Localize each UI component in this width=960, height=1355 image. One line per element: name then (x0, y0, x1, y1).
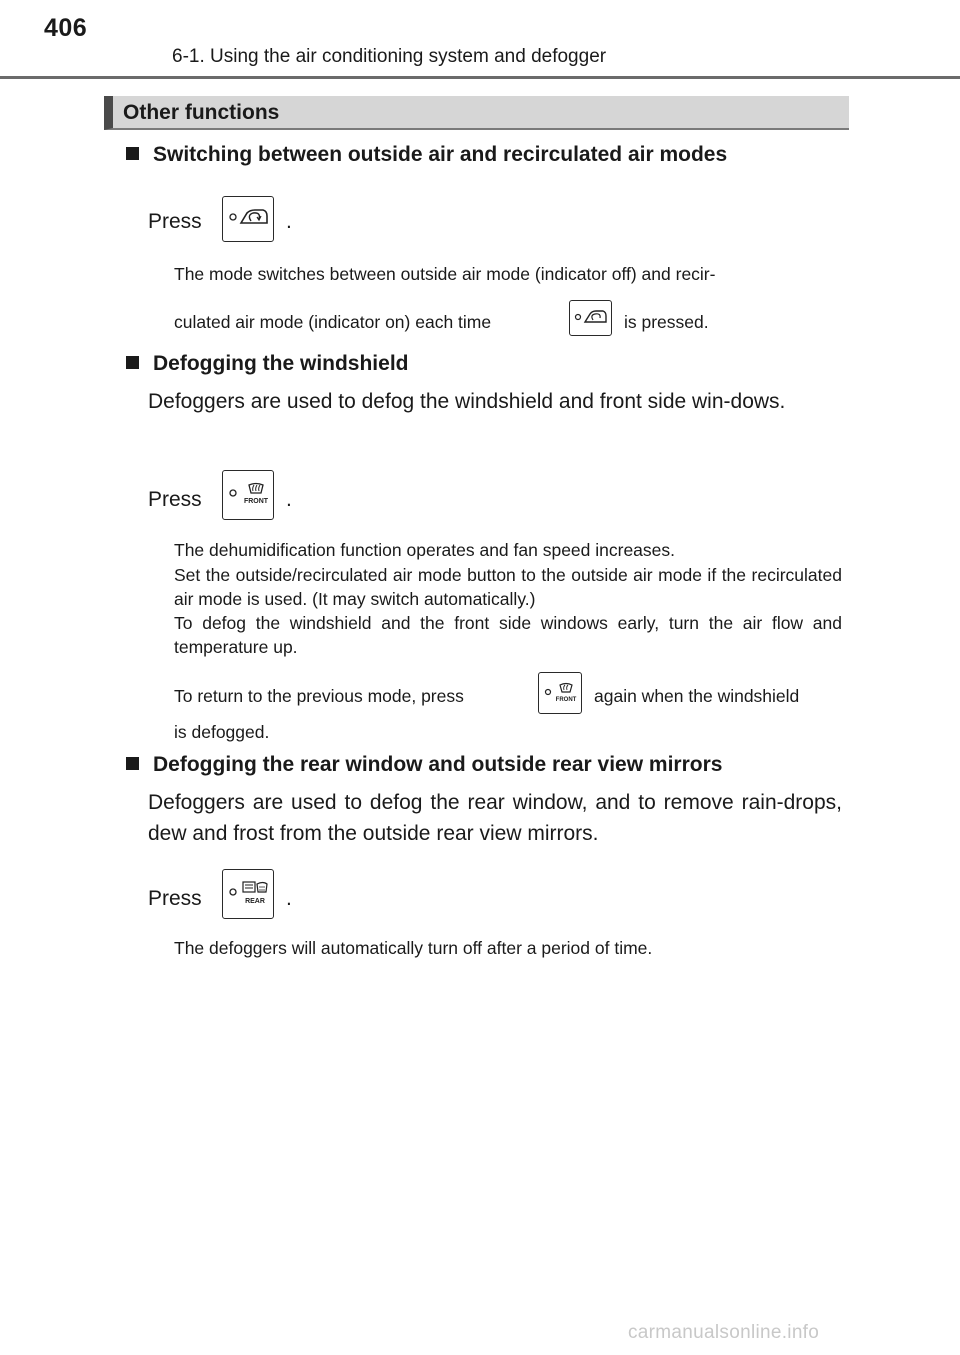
front-defogger-button-inline-icon (538, 672, 582, 714)
front-button-label: FRONT (243, 498, 269, 505)
windshield-return-end: is defogged. (174, 722, 270, 742)
windshield-period: . (286, 488, 292, 511)
section-bar (104, 96, 849, 130)
rear-body: Defoggers are used to defog the rear window, and to remove rain-drops, dew and frost from the outside rear view mirrors. (148, 791, 842, 845)
recirc-period: . (286, 210, 292, 233)
front-defogger-button-icon[interactable] (222, 470, 274, 520)
rear-period: . (286, 887, 292, 910)
recirc-note-line1: The mode switches between outside air mode (indicator off) and recir- (174, 264, 716, 284)
bullet-square-icon (126, 147, 139, 160)
windshield-return-post: again when the windshield (594, 686, 800, 706)
recirculation-button-icon[interactable] (222, 196, 274, 242)
recirc-heading (126, 143, 727, 167)
windshield-heading (126, 352, 409, 376)
recirc-press: Press (148, 210, 202, 233)
recirc-note-line2-pre: culated air mode (indicator on) each time (174, 312, 492, 332)
section-title: Other functions (123, 101, 280, 124)
rear-note: The defoggers will automatically turn off after a period of time. (174, 938, 653, 958)
rear-defogger-button-icon[interactable] (222, 869, 274, 919)
running-header: 6-1. Using the air conditioning system and defogger (172, 46, 607, 67)
windshield-note1: The dehumidification function operates and fan speed increases. (174, 540, 676, 560)
windshield-press: Press (148, 488, 202, 511)
rear-heading (126, 753, 722, 777)
windshield-body: Defoggers are used to defog the windshield and front side win-dows. (148, 390, 786, 413)
windshield-heading-text: Defogging the windshield (153, 352, 409, 375)
recirc-heading-text: Switching between outside air and recirculated air modes (153, 143, 728, 166)
bullet-square-icon (126, 356, 139, 369)
windshield-return-pre: To return to the previous mode, press (174, 686, 464, 706)
front-inline-label: FRONT (555, 697, 577, 703)
header-rule (0, 76, 960, 79)
page-number: 406 (44, 14, 88, 42)
rear-button-label: REAR (245, 898, 265, 905)
recirculation-button-inline-icon (569, 300, 612, 336)
recirc-note-line2-post: is pressed. (624, 312, 709, 332)
windshield-note3: To defog the windshield and the front side windows early, turn the air flow and temperature up. (174, 613, 842, 657)
footer-watermark[interactable]: carmanualsonline.info (628, 1322, 820, 1343)
bullet-square-icon (126, 757, 139, 770)
windshield-note2: Set the outside/recirculated air mode button to the outside air mode if the recirculated air mode is used. (It may switch automatically.) (174, 565, 842, 609)
rear-press: Press (148, 887, 202, 910)
rear-heading-text: Defogging the rear window and outside rear view mirrors (153, 753, 723, 776)
